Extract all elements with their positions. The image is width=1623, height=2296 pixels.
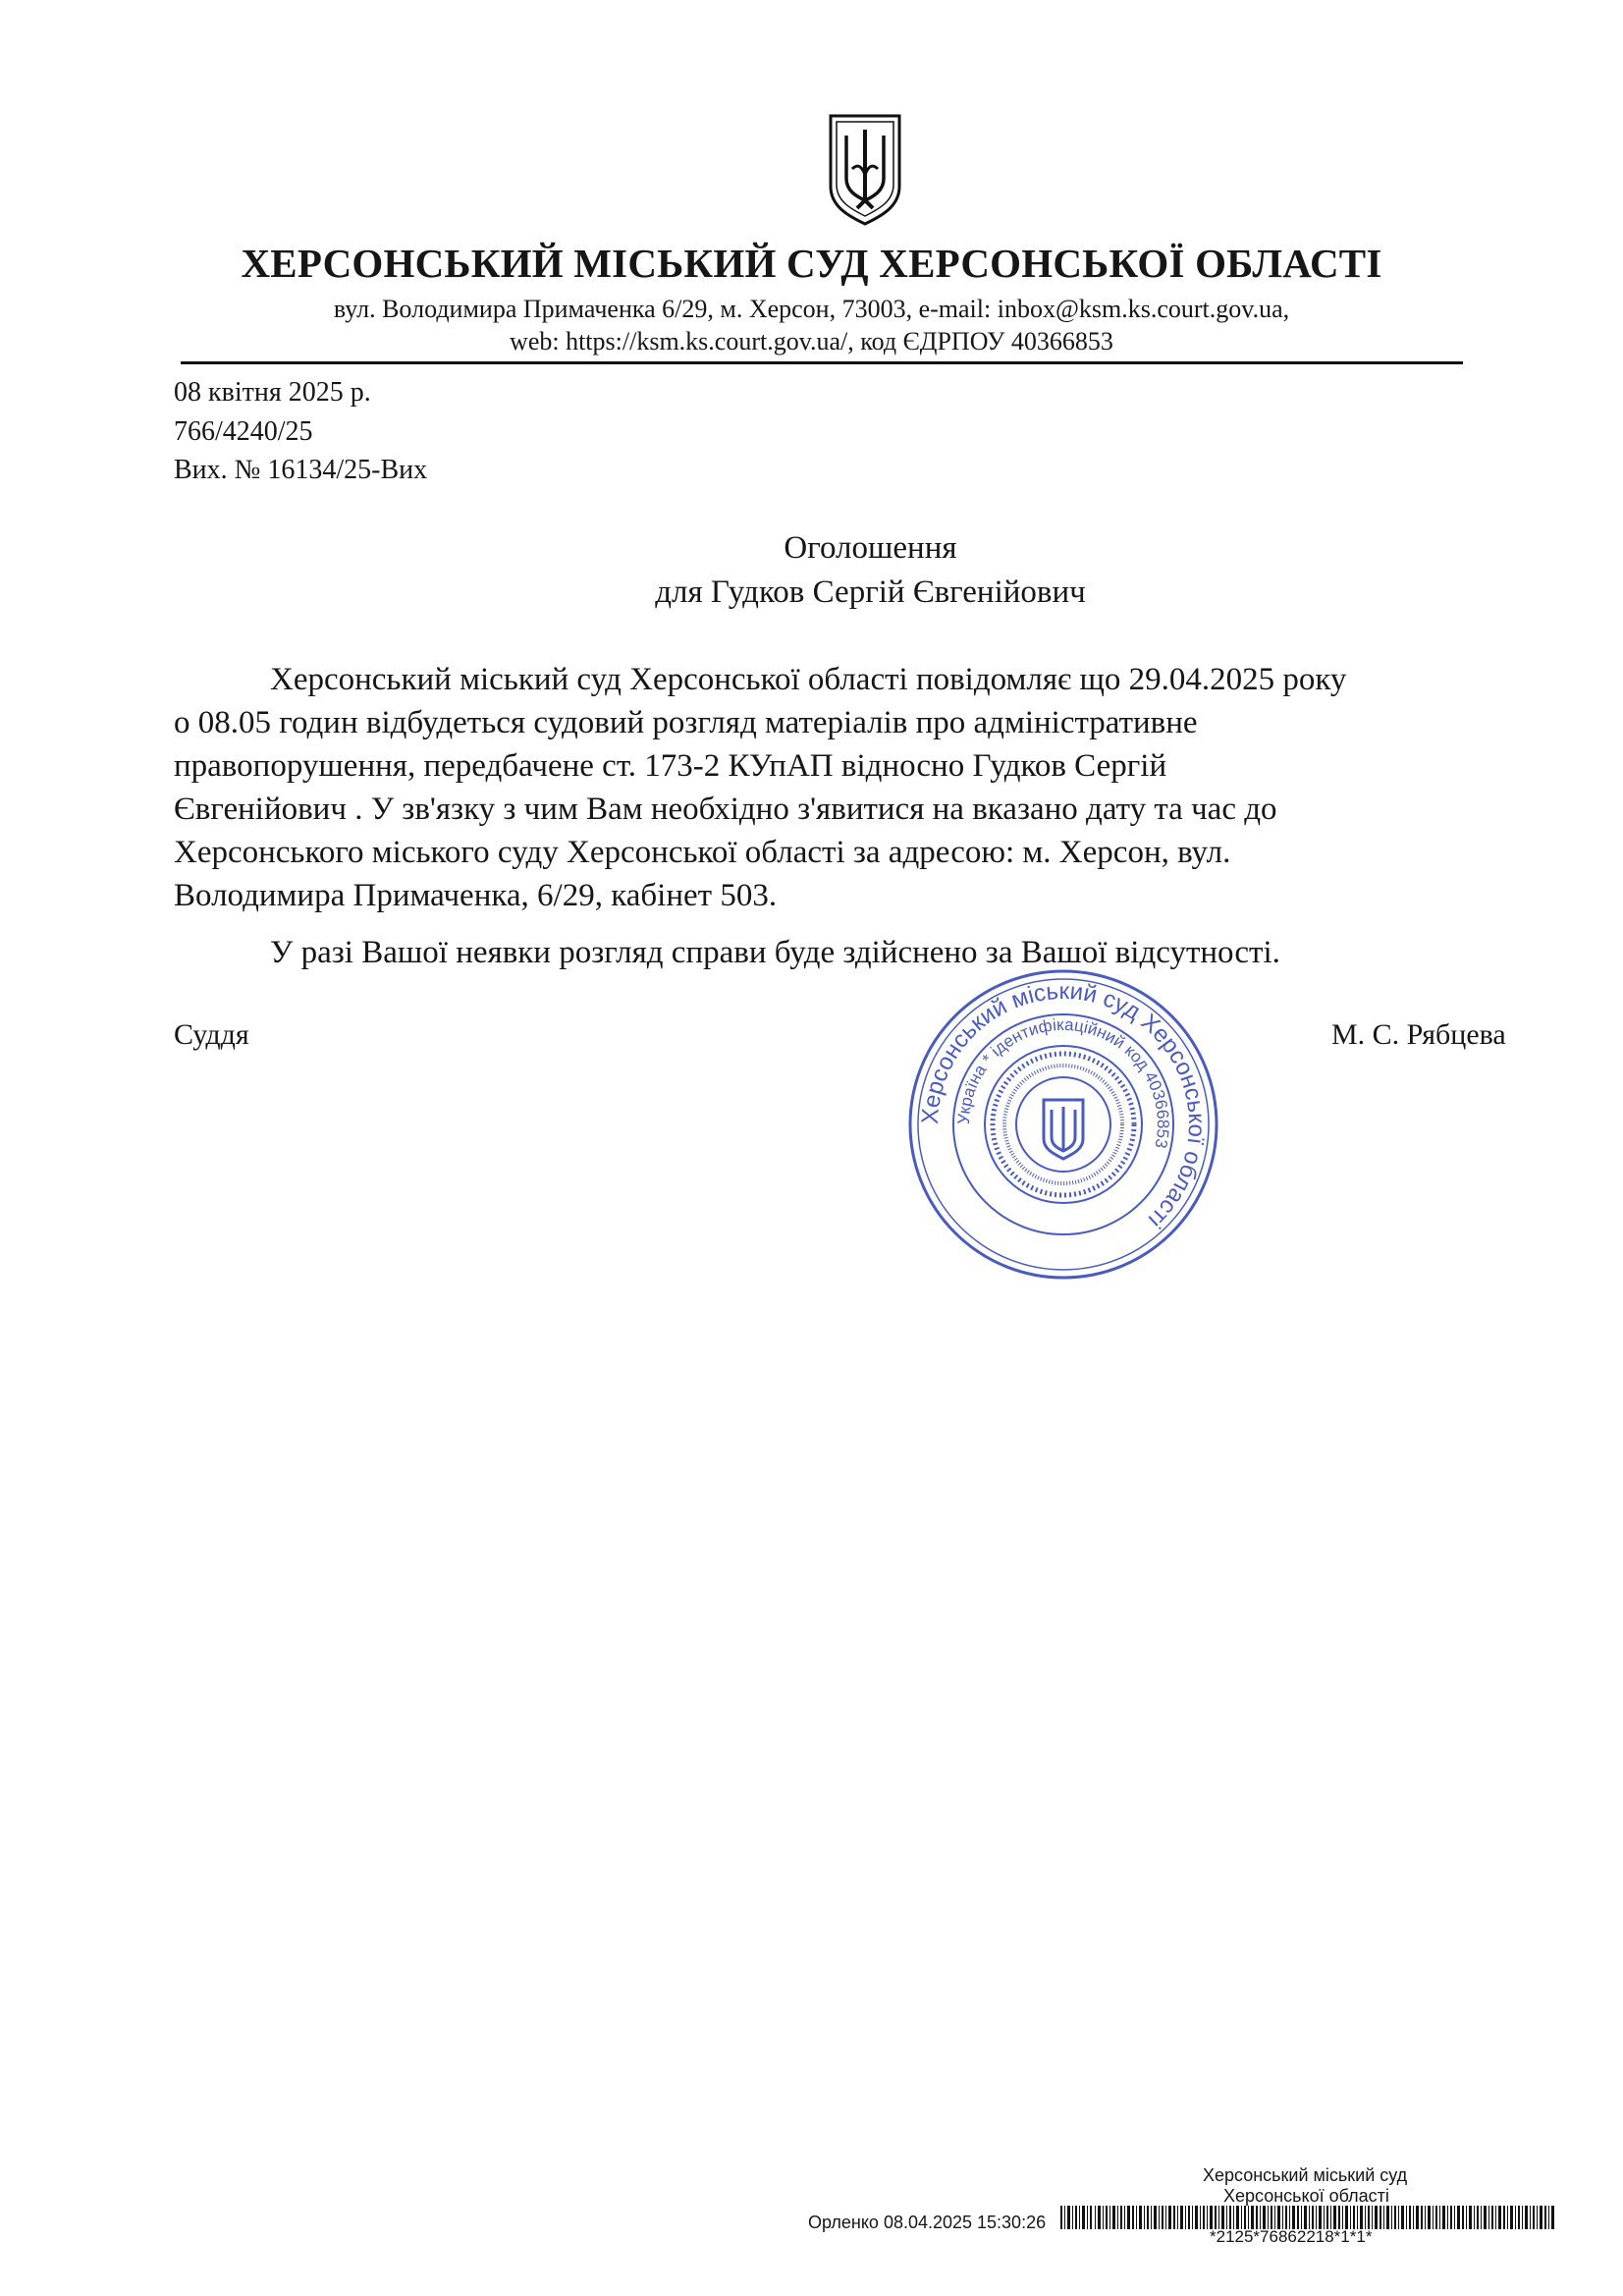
footer-court-name: Херсонський міський суд [1203, 2165, 1408, 2185]
judge-name: М. С. Рябцева [1331, 1018, 1506, 1051]
outgoing-number: Вих. № 16134/25-Вих [174, 455, 428, 485]
document-title: Оголошення [784, 530, 957, 566]
case-number: 766/4240/25 [174, 416, 313, 447]
body-line: Херсонський міський суд Херсонської області повідомляє що 29.04.2025 року [270, 662, 1347, 697]
body-line: правопорушення, передбачене ст. 173-2 КУпАП відносно Гудков Сергій [174, 748, 1167, 784]
body-line: Володимира Примаченка, 6/29, кабінет 503. [174, 878, 778, 913]
body-line: о 08.05 годин відбудеться судовий розгляд матеріалів про адміністративне [174, 705, 1198, 740]
body-line: Херсонського міського суду Херсонської області за адресою: м. Херсон, вул. [174, 835, 1231, 870]
stamp-outer-text: Херсонський міський суд Херсонської області [916, 977, 1211, 1233]
stamp-inner-text: Україна * ідентифікаційний код 40366853 [953, 1014, 1173, 1150]
header-divider [181, 361, 1463, 364]
stamp-emblem-icon [1044, 1100, 1083, 1159]
court-stamp [901, 962, 1225, 1286]
body-line: Євгенійович . У зв'язку з чим Вам необхідно з'явитися на вказано дату та час до [174, 792, 1277, 827]
judge-label: Суддя [174, 1018, 249, 1051]
coat-of-arms-icon [825, 110, 905, 228]
court-address: вул. Володимира Примаченка 6/29, м. Херсон, 73003, e-mail: inbox@ksm.ks.court.gov.ua, [333, 295, 1290, 323]
document-addressee: для Гудков Сергій Євгенійович [655, 574, 1086, 610]
footer-operator-timestamp: Орленко 08.04.2025 15:30:26 [808, 2213, 1047, 2232]
barcode [1060, 2206, 1556, 2229]
footer-court-region: Херсонської області [1223, 2186, 1389, 2206]
body-paragraph-absence: У разі Вашої неявки розгляд справи буде здійснено за Вашої відсутності. [270, 935, 1280, 970]
court-name: ХЕРСОНСЬКИЙ МІСЬКИЙ СУД ХЕРСОНСЬКОЇ ОБЛАСТІ [241, 241, 1382, 286]
document-date: 08 квітня 2025 р. [174, 377, 371, 408]
barcode-code: *2125*76862218*1*1* [1210, 2227, 1373, 2246]
court-website: web: https://ksm.ks.court.gov.ua/, код ЄДРПОУ 40366853 [510, 327, 1113, 355]
